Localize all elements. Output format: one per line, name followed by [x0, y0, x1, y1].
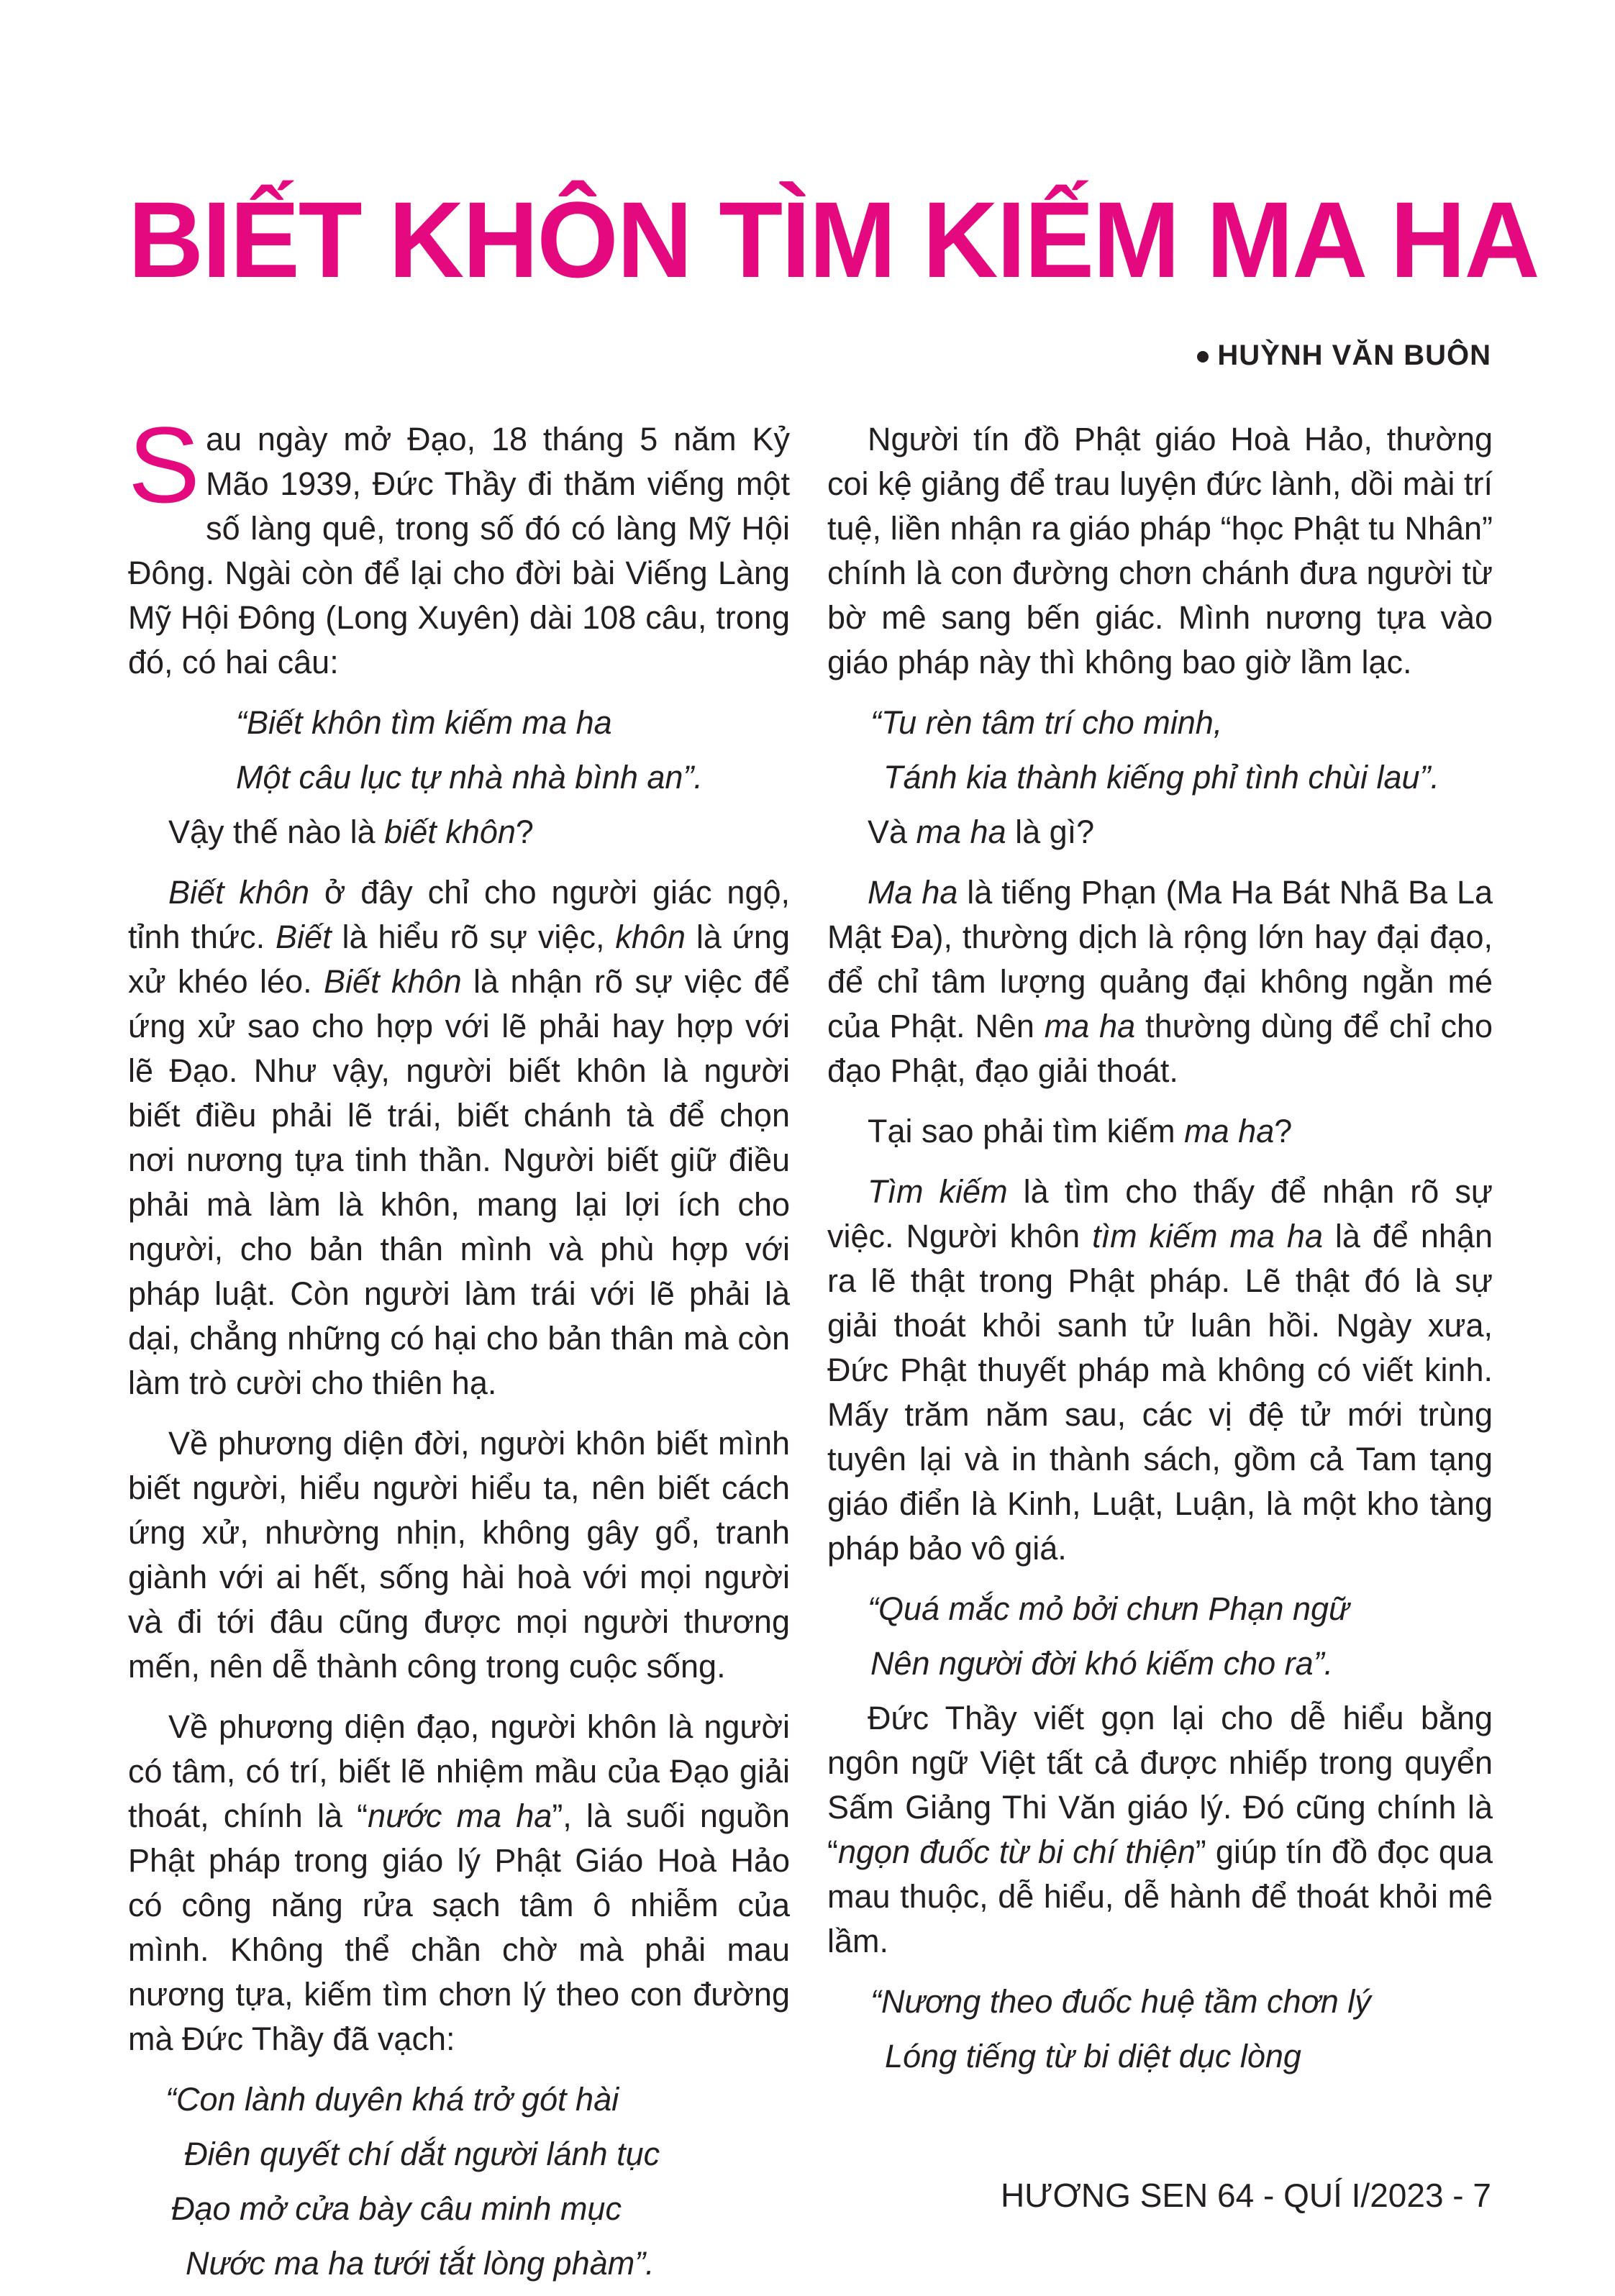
- paragraph: [827, 810, 1493, 855]
- right-column: [827, 417, 1493, 2089]
- text-run: ?: [1274, 1113, 1293, 1149]
- text-run: Vậy thế nào là: [168, 814, 385, 850]
- paragraph: [128, 870, 790, 1406]
- bullet-icon: [1197, 351, 1209, 363]
- text-run: là hiểu rõ sự việc,: [331, 919, 616, 955]
- paragraph: [128, 810, 790, 855]
- text-run: ”, là suối nguồn Phật pháp trong giáo lý Phật Giáo Hoà Hảo có công năng rửa sạch tâm ô nhiễm của mình. Không thể chần chờ mà phải mau nương tựa, kiếm tìm chơn lý theo con đường mà Đức Thầy đã vạch:: [128, 1798, 790, 2057]
- paragraph: [827, 1696, 1493, 1964]
- verse-line: “Quá mắc mỏ bởi chưn Phạn ngữ: [868, 1590, 1350, 1627]
- verse-line: Một câu lục tự nhà nhà bình an”.: [236, 759, 703, 796]
- author-name: HUỲNH VĂN BUÔN: [1217, 340, 1491, 371]
- italic-run: tìm kiếm ma ha: [1092, 1218, 1323, 1254]
- paragraph: [128, 1705, 790, 2062]
- article-title: BIẾT KHÔN TÌM KIẾM MA HA: [128, 179, 1539, 300]
- verse-line: Tánh kia thành kiếng phỉ tình chùi lau”.: [883, 759, 1439, 796]
- italic-run: Ma ha: [868, 874, 958, 911]
- paragraph: Về phương diện đời, người khôn biết mình biết người, hiểu người hiểu ta, nên biết cách ứng xử, nhường nhịn, không gây gổ, tranh giành với ai hết, sống hài hoà với mọi người và đi tới đâu cũng được mọi người thương mến, nên dễ thành công trong cuộc sống.: [128, 1425, 790, 1685]
- text-run: Và: [868, 814, 916, 850]
- italic-run: ma ha: [1044, 1008, 1136, 1044]
- verse-line: “Nương theo đuốc huệ tầm chơn lý: [870, 1983, 1371, 2020]
- verse-line: Nước ma ha tưới tắt lòng phàm”.: [186, 2245, 655, 2282]
- paragraph-text: au ngày mở Đạo, 18 tháng 5 năm Kỷ Mão 1939, Đức Thầy đi thăm viếng một số làng quê, trong số đó có làng Mỹ Hội Đông. Ngài còn để lại cho đời bài Viếng Làng Mỹ Hội Đông (Long Xuyên) dài 108 câu, trong đó, có hai câu:: [128, 421, 790, 680]
- italic-run: nước ma ha: [368, 1798, 552, 1834]
- text-run: Đức Thầy viết gọn lại cho dễ hiểu bằng ngôn ngữ Việt tất cả được nhiếp trong quyển Sấm Giảng Thi Văn giáo lý. Đó cũng chính là “: [827, 1700, 1493, 1870]
- text-run: là gì?: [1006, 814, 1095, 850]
- paragraph: [827, 1170, 1493, 1571]
- paragraph: [827, 870, 1493, 1093]
- text-run: ” giúp tín đồ đọc qua mau thuộc, dễ hiểu, dễ hành để thoát khỏi mê lầm.: [827, 1833, 1493, 1959]
- text-run: là ứng xử khéo léo.: [128, 919, 790, 1000]
- paragraph: [128, 404, 790, 685]
- italic-run: biết khôn: [384, 814, 516, 850]
- text-run: ?: [515, 814, 534, 850]
- italic-run: ma ha: [916, 814, 1006, 850]
- italic-run: Biết: [276, 919, 332, 955]
- verse-line: “Con lành duyên khá trở gót hài: [165, 2081, 619, 2118]
- verse-line: Đạo mở cửa bày câu minh mục: [171, 2190, 622, 2227]
- italic-run: ma ha: [1184, 1113, 1275, 1149]
- verse-line: Lóng tiếng từ bi diệt dục lòng: [885, 2038, 1301, 2074]
- text-run: là nhận rõ sự việc để ứng xử sao cho hợp với lẽ phải hay hợp với lẽ Đạo. Như vậy, người biết khôn là người biết điều phải lẽ trái, biết chánh tà để chọn nơi nương tựa tinh thần. Người biết giữ điều phải mà làm là khôn, mang lại lợi ích cho người, cho bản thân mình và phù hợp với pháp luật. Còn người làm trái với lẽ phải là dại, chẳng những có hại cho bản thân mà còn làm trò cười cho thiên hạ.: [128, 963, 790, 1401]
- author-byline: [1197, 340, 1491, 372]
- text-run: là tìm cho thấy để nhận rõ sự việc. Người khôn: [827, 1173, 1493, 1254]
- paragraph: Người tín đồ Phật giáo Hoà Hảo, thường coi kệ giảng để trau luyện đức lành, dồi mài trí tuệ, liền nhận ra giáo pháp “học Phật tu Nhân” chính là con đường chơn chánh đưa người từ bờ mê sang bến giác. Mình nương tựa vào giáo pháp này thì không bao giờ lầm lạc.: [827, 421, 1493, 680]
- italic-run: Biết khôn: [168, 874, 309, 911]
- text-run: là tiếng Phạn (Ma Ha Bát Nhã Ba La Mật Đa), thường dịch là rộng lớn hay đại đạo, để chỉ tâm lượng quảng đại không ngằn mé của Phật. Nên: [827, 874, 1493, 1044]
- text-run: là để nhận ra lẽ thật trong Phật pháp. Lẽ thật đó là sự giải thoát khỏi sanh tử luân hồi. Ngày xưa, Đức Phật thuyết pháp mà không có viết kinh. Mấy trăm năm sau, các vị đệ tử mới trùng tuyên lại và in thành sách, gồm cả Tam tạng giáo điển là Kinh, Luật, Luận, là một kho tàng pháp bảo vô giá.: [827, 1218, 1493, 1567]
- text-run: Tại sao phải tìm kiếm: [868, 1113, 1185, 1149]
- text-run: ở đây chỉ cho người giác ngộ, tỉnh thức.: [128, 874, 791, 955]
- italic-run: Tìm kiếm: [868, 1173, 1008, 1210]
- verse-line: “Biết khôn tìm kiếm ma ha: [236, 704, 612, 741]
- italic-run: khôn: [615, 919, 686, 955]
- text-run: Về phương diện đạo, người khôn là người có tâm, có trí, biết lẽ nhiệm mầu của Đạo giải thoát, chính là “: [128, 1708, 790, 1834]
- italic-run: Biết khôn: [324, 963, 462, 1000]
- verse-line: Nên người đời khó kiếm cho ra”.: [870, 1645, 1334, 1682]
- verse-line: Điên quyết chí dắt người lánh tục: [184, 2136, 660, 2172]
- drop-cap: S: [128, 404, 201, 525]
- verse-line: “Tu rèn tâm trí cho minh,: [870, 704, 1223, 741]
- text-run: thường dùng để chỉ cho đạo Phật, đạo giải thoát.: [827, 1008, 1493, 1089]
- left-column: [128, 404, 791, 2296]
- page-footer: HƯƠNG SEN 64 - QUÍ I/2023 - 7: [1000, 2177, 1491, 2214]
- italic-run: ngọn đuốc từ bi chí thiện: [838, 1833, 1196, 1870]
- paragraph: [827, 1109, 1493, 1154]
